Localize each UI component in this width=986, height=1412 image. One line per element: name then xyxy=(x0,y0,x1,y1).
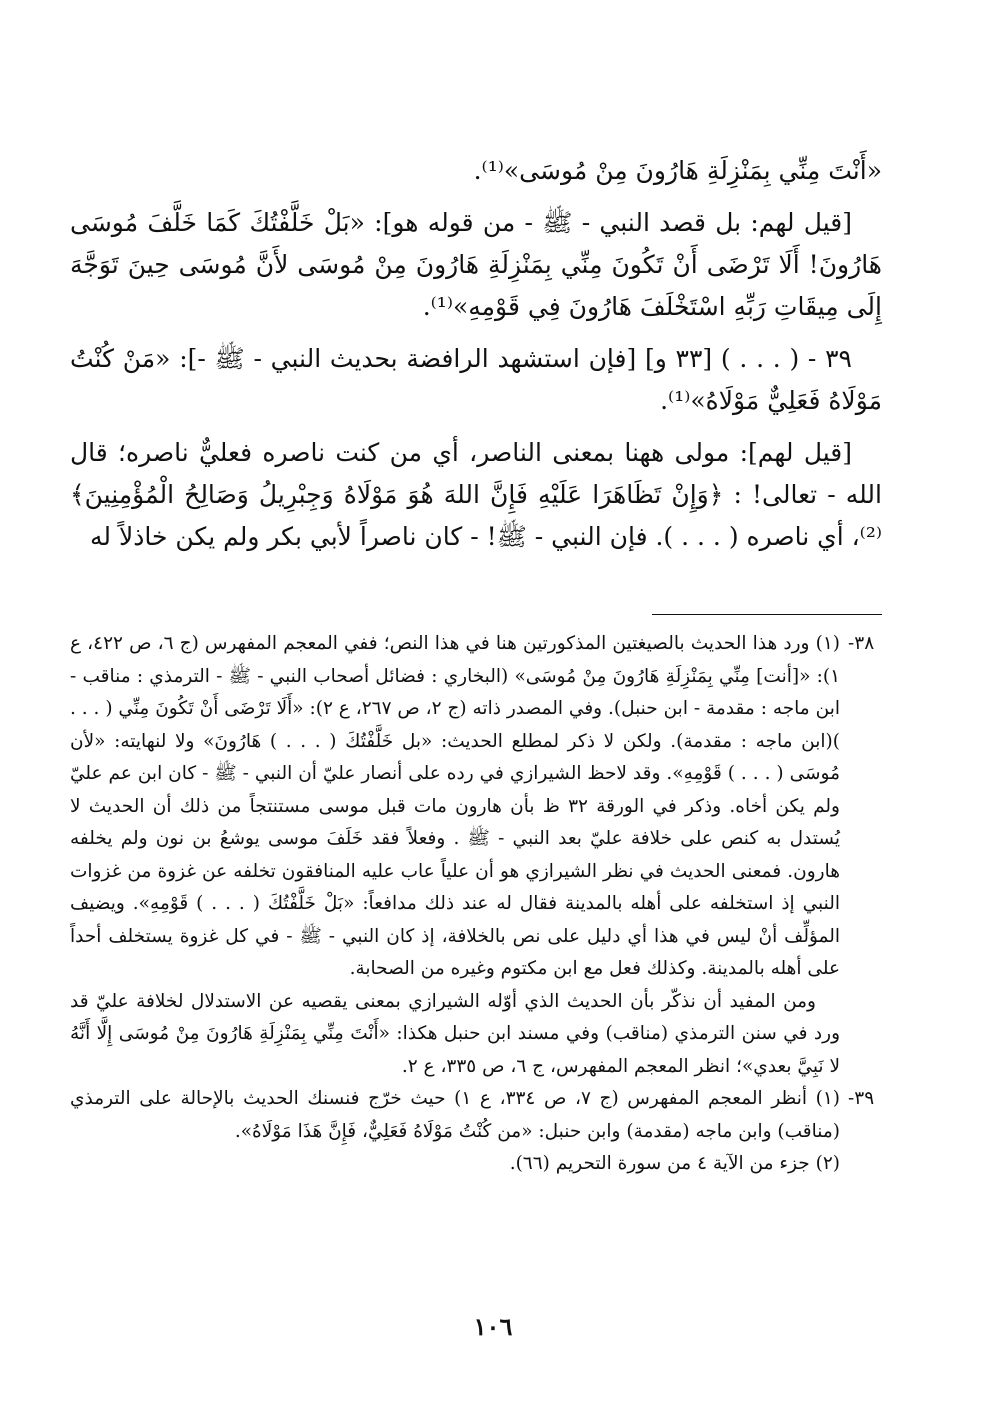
paragraph-reply-2: [قيل لهم]: مولى ههنا بمعنى الناصر، أي من كنت ناصره فعليٌّ ناصره؛ قال الله - تعالى! : ﴿وَإِنْ تَظَاهَرَا عَلَيْهِ فَإِنَّ اللهَ هُوَ مَوْلَاهُ وَجِبْرِيلُ وَصَالِحُ الْمُؤْمِنِينَ﴾⁽²⁾، أي ناصره ( . . . ). فإن النبي - ﷺ! - كان ناصراً لأبي بكر ولم يكن خاذلاً له xyxy=(70,438,882,551)
footnote-38-continuation: ومن المفيد أن نذكّر بأن الحديث الذي أوّله الشيرازي بمعنى يقصيه عن الاستدلال لخلافة عليّ قد ورد في سنن الترمذي (مناقب) وفي مسند ابن حنبل هكذا: «أَنْتَ مِنِّي بِمَنْزِلَةِ هَارُونَ مِنْ مُوسَى إِلَّا أَنَّهُ لا نَبِيَّ بعدي»؛ انظر المعجم المفهرس، ج ٦، ص ٣٣٥، ع ٢. xyxy=(70,990,840,1077)
footnotes-section xyxy=(70,628,882,1181)
footnote-38 xyxy=(70,628,882,1083)
footnote-39-label: ٣٩- xyxy=(848,1088,875,1109)
footnote-divider xyxy=(652,614,882,615)
hadith-quote-1: «أَنْتَ مِنِّي بِمَنْزِلَةِ هَارُونَ مِنْ مُوسَى»⁽¹⁾. xyxy=(473,156,882,185)
footnote-39-text-2: (٢) جزء من الآية ٤ من سورة التحريم (٦٦). xyxy=(509,1153,840,1174)
footnote-38-label: ٣٨- xyxy=(848,633,875,654)
footnote-38-text: (١) ورد هذا الحديث بالصيغتين المذكورتين هنا في هذا النص؛ ففي المعجم المفهرس (ج ٦، ص ٤٢٢، ع ١): «[أنت] مِنِّي بِمَنْزِلَةِ هَارُونَ مِنْ مُوسَى» (البخاري : فضائل أصحاب النبي - ﷺ - الترمذي : مناقب - ابن ماجه : مقدمة - ابن حنبل). وفي المصدر ذاته (ج ٢، ص ٢٦٧، ع ٢): «أَلَا تَرْضَى أَنْ تَكُونَ مِنِّي ( . . . )(ابن ماجه : مقدمة). ولكن لا ذكر لمطلع الحديث: «بل خَلَّفْتُكَ ( . . . ) هَارُونَ» ولا لنهايته: «لأن مُوسَى ( . . . ) قَوْمِهِ». وقد لاحظ الشيرازي في رده على أنصار عليّ أن النبي - ﷺ - كان ابن عم عليّ ولم يكن أخاه. وذكر في الورقة ٣٢ ظ بأن هارون مات قبل موسى مستنتجاً من ذلك أن الحديث لا يُستدل به كنص على خلافة عليّ بعد النبي - ﷺ . وفعلاً فقد خَلَفَ موسى يوشعُ بن نون ولم يخلفه هارون. فمعنى الحديث في نظر الشيرازي هو أن علياً عاب عليه المنافقون تخلفه عن غزوة من غزوات النبي إذ استخلفه على أهله بالمدينة فقال له عند ذلك مدافعاً: «بَلْ خَلَّفْتُكَ ( . . . ) قَوْمِهِ». ويضيف المؤلِّف أنْ ليس في هذا أي دليل على نص بالخلافة، إذ كان النبي - ﷺ - في كل غزوة يستخلف أحداً على أهله بالمدينة. وكذلك فعل مع ابن مكتوم وغيره من الصحابة. xyxy=(70,633,840,979)
main-body xyxy=(70,150,882,568)
footnote-39-text-1: (١) أنظر المعجم المفهرس (ج ٧، ص ٣٣٤، ع ١) حيث خرّج فنسنك الحديث بالإحالة على الترمذي (مناقب) وابن ماجه (مقدمة) وابن حنبل: «من كُنْتُ مَوْلَاهُ فَعَلِيٌّ، فَإِنَّ هَذَا مَوْلَاهُ». xyxy=(70,1088,840,1142)
paragraph-reply-1: [قيل لهم: بل قصد النبي - ﷺ - من قوله هو]: «بَلْ خَلَّفْتُكَ كَمَا خَلَّفَ مُوسَى هَارُونَ! أَلَا تَرْضَى أَنْ تَكُونَ مِنِّي بِمَنْزِلَةِ هَارُونَ مِنْ مُوسَى لأَنَّ مُوسَى حِينَ تَوَجَّهَ إِلَى مِيقَاتِ رَبِّهِ اسْتَخْلَفَ هَارُونَ فِي قَوْمِهِ»⁽¹⁾. xyxy=(70,208,882,321)
page-number: ١٠٦ xyxy=(473,1312,513,1341)
footnote-39 xyxy=(70,1083,882,1181)
paragraph-section-39: ٣٩ - ( . . . ) [٣٣ و] [فإن استشهد الرافضة بحديث النبي - ﷺ -]: «مَنْ كُنْتُ مَوْلَاهُ فَعَلِيٌّ مَوْلَاهُ»⁽¹⁾. xyxy=(70,344,882,415)
